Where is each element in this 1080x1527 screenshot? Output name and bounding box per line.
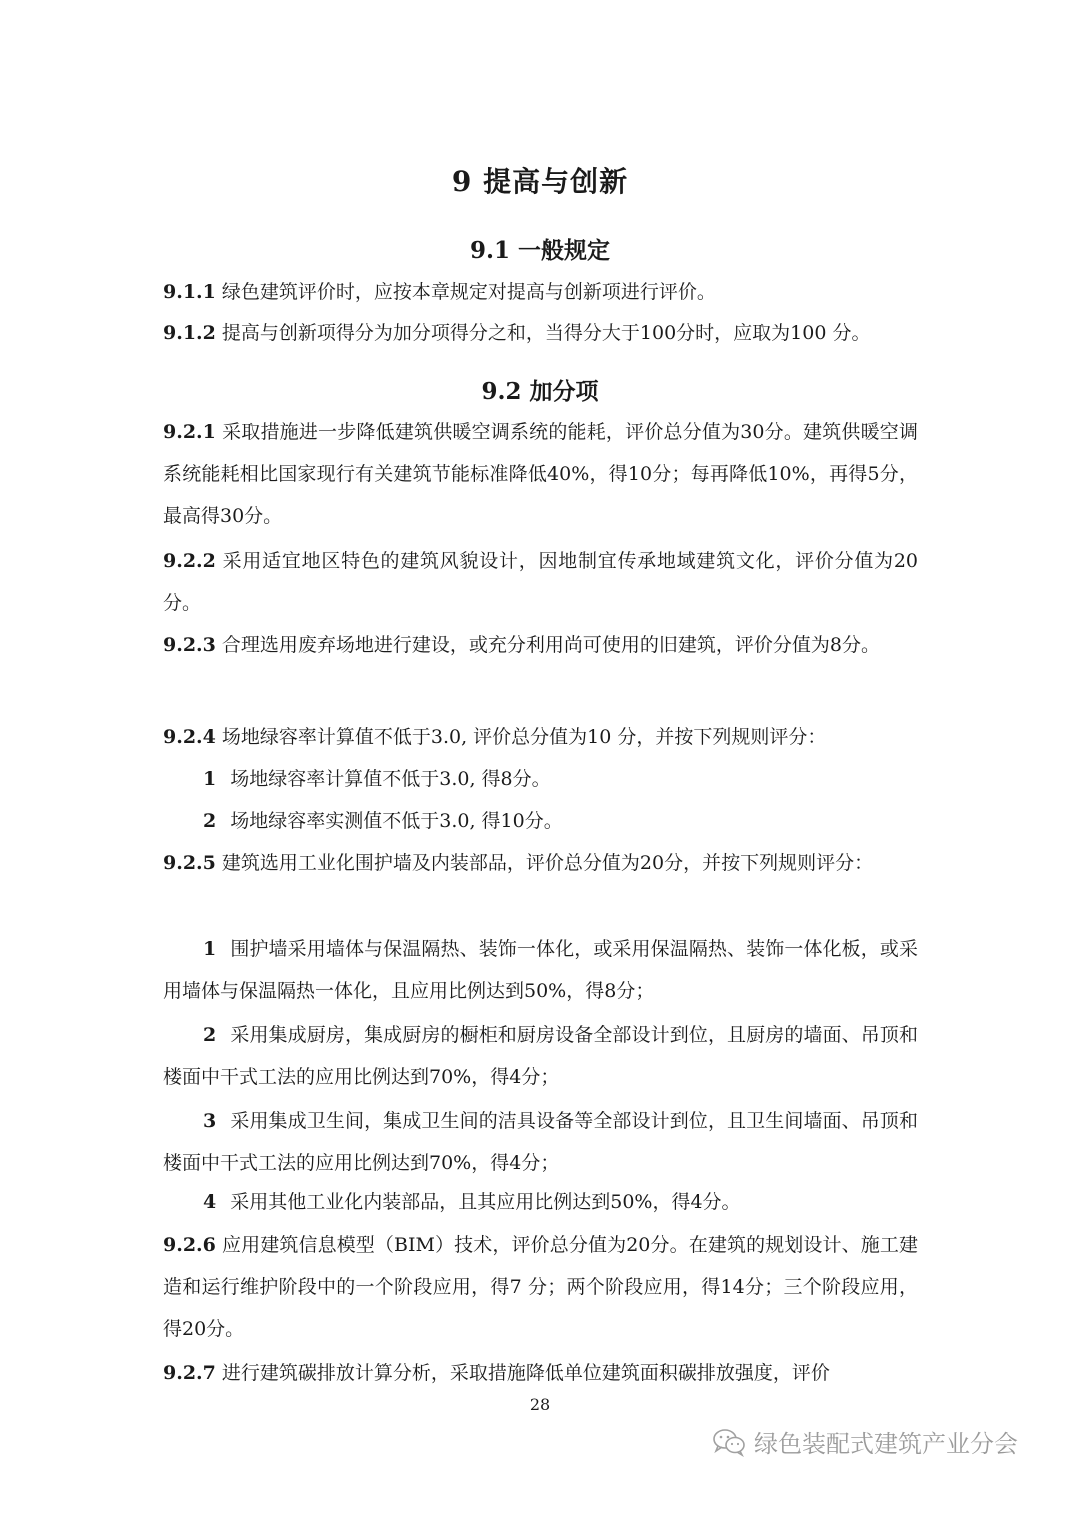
clause-number: 9.2.1 [163, 421, 216, 443]
section-title: 9.2 加分项 [481, 378, 599, 405]
item-number: 1 [203, 768, 217, 790]
clause [163, 624, 918, 666]
clause-text: 合理选用废弃场地进行建设，或充分利用尚可使用的旧建筑，评价分值为8分。 [221, 634, 880, 656]
item-number: 1 [203, 938, 217, 960]
clause [163, 540, 918, 624]
clause-number: 9.2.6 [163, 1234, 216, 1256]
clause-number: 9.2.3 [163, 634, 216, 656]
clause [163, 1352, 918, 1394]
item-text: 场地绿容率计算值不低于3.0, 得8分。 [230, 768, 551, 790]
clause [163, 1224, 918, 1350]
clause [163, 312, 918, 354]
section-title: 9.1 一般规定 [469, 237, 611, 264]
list-item [163, 1100, 918, 1184]
clause-number: 9.1.2 [163, 322, 216, 344]
clause [163, 716, 918, 758]
clause-text: 提高与创新项得分为加分项得分之和，当得分大于100分时，应取为100 分。 [221, 322, 871, 344]
wechat-icon [712, 1427, 746, 1457]
clause-text: 场地绿容率计算值不低于3.0, 评价总分值为10 分，并按下列规则评分： [221, 726, 827, 748]
item-text: 场地绿容率实测值不低于3.0, 得10分。 [230, 810, 563, 832]
item-number: 4 [203, 1191, 217, 1213]
watermark [712, 1424, 1018, 1459]
clause-text: 采取措施进一步降低建筑供暖空调系统的能耗，评价总分值为30分。建筑供暖空调系统能耗相比国家现行有关建筑节能标准降低40%，得10分；每再降低10%，再得5分，最高得30分。 [163, 421, 918, 527]
clause-text: 进行建筑碳排放计算分析，采取措施降低单位建筑面积碳排放强度，评价 [221, 1362, 830, 1384]
clause-text: 建筑选用工业化围护墙及内装部品，评价总分值为20分，并按下列规则评分： [221, 852, 874, 874]
item-number: 3 [203, 1110, 217, 1132]
page-number: 28 [529, 1395, 551, 1414]
watermark-text: 绿色装配式建筑产业分会 [754, 1430, 1018, 1458]
item-number: 2 [203, 1024, 217, 1046]
clause [163, 271, 918, 313]
list-item [163, 1181, 918, 1223]
clause [163, 411, 918, 537]
clause-text: 采用适宜地区特色的建筑风貌设计，因地制宜传承地域建筑文化，评价分值为20分。 [163, 550, 918, 614]
list-item [163, 1014, 918, 1098]
clause-number: 9.2.4 [163, 726, 216, 748]
clause-number: 9.2.2 [163, 550, 216, 572]
clause-text: 应用建筑信息模型（BIM）技术，评价总分值为20分。在建筑的规划设计、施工建造和运行维护阶段中的一个阶段应用，得7 分；两个阶段应用，得14分；三个阶段应用，得20分。 [163, 1234, 918, 1340]
list-item [163, 758, 918, 800]
item-number: 2 [203, 810, 217, 832]
clause-text: 绿色建筑评价时，应按本章规定对提高与创新项进行评价。 [221, 281, 716, 303]
chapter-title: 9 提高与创新 [451, 165, 629, 198]
item-text: 采用集成卫生间，集成卫生间的洁具设备等全部设计到位，且卫生间墙面、吊顶和楼面中干式工法的应用比例达到70%，得4分； [163, 1110, 918, 1174]
list-item [163, 928, 918, 1012]
item-text: 采用其他工业化内装部品，且其应用比例达到50%，得4分。 [230, 1191, 741, 1213]
clause-number: 9.1.1 [163, 281, 216, 303]
item-text: 围护墙采用墙体与保温隔热、装饰一体化，或采用保温隔热、装饰一体化板，或采用墙体与保温隔热一体化，且应用比例达到50%，得8分； [163, 938, 918, 1002]
list-item [163, 800, 918, 842]
clause [163, 842, 918, 884]
clause-number: 9.2.5 [163, 852, 216, 874]
clause-number: 9.2.7 [163, 1362, 216, 1384]
item-text: 采用集成厨房，集成厨房的橱柜和厨房设备全部设计到位，且厨房的墙面、吊顶和楼面中干式工法的应用比例达到70%，得4分； [163, 1024, 918, 1088]
